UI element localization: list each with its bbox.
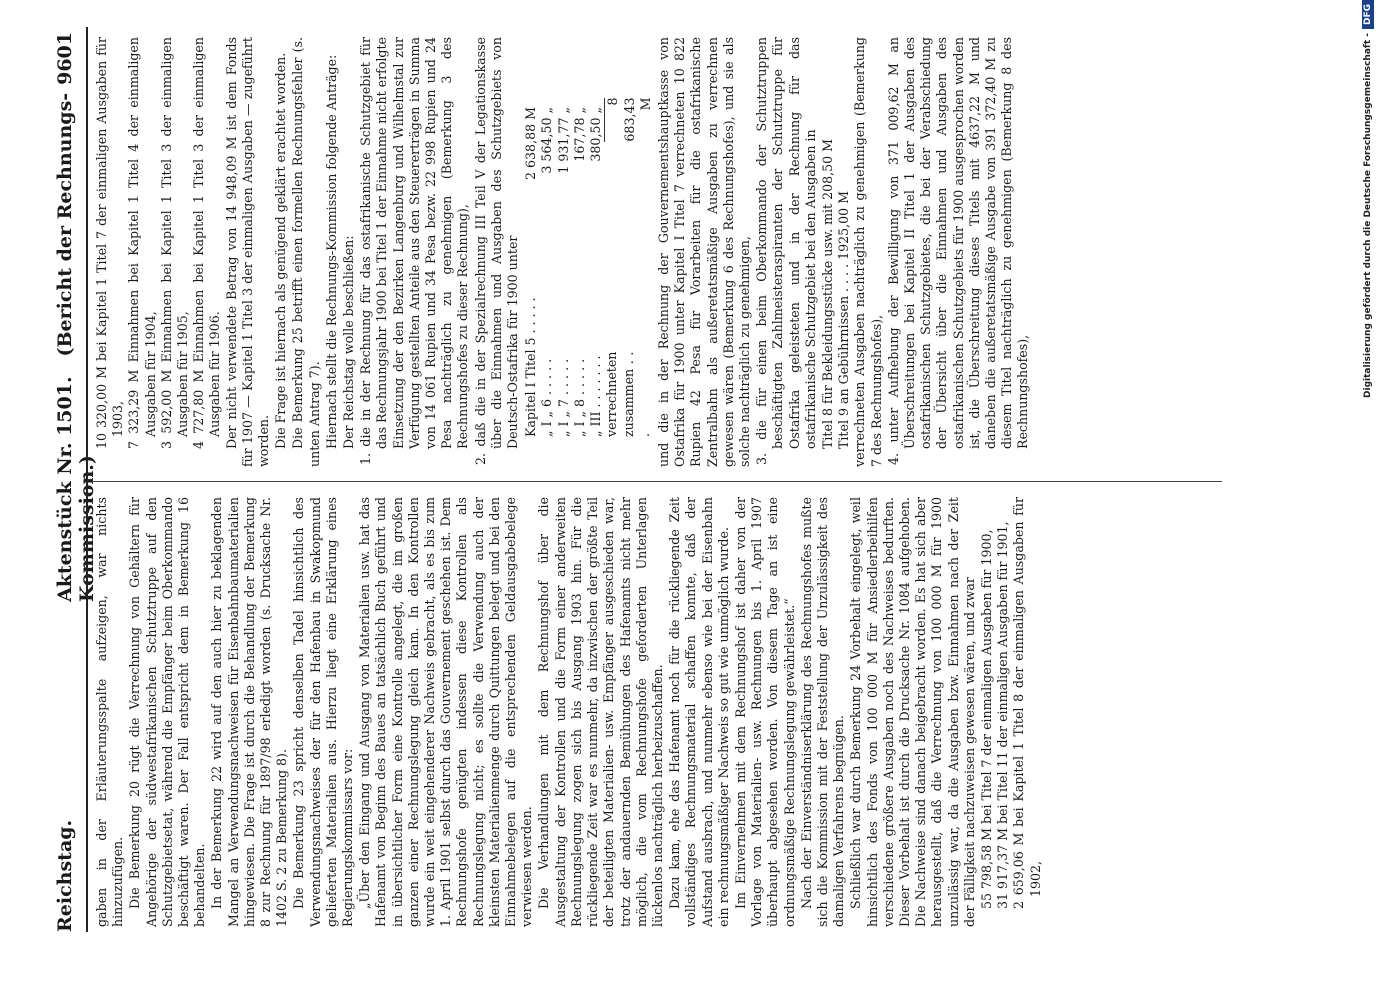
right_column_top-paragraph: 4 727,80 M Einnahmen bei Kapitel 1 Titel 3 der einmaligen Ausgaben für 1906. bbox=[191, 37, 223, 449]
header-reichstag: Reichstag. bbox=[54, 819, 76, 932]
digitization-credit bbox=[1362, 0, 1380, 1000]
table-row bbox=[523, 107, 539, 437]
right_column_top-paragraph: Die Bemerkung 25 betrifft einen formellen Rechnungsfehler (s. unten Antrag 7). bbox=[290, 37, 322, 467]
left_column-paragraph: „Über den Eingang und Ausgang von Materialien usw. hat das Hafenamt von Beginn des Baues an tatsächlich Buch geführt und in übersichtlicher Form eine Kontrolle angelegt, die im großen ganzen einer Rechnungslegung gleich kam. In den Kontrollen wurde ein weit eingehenderer Nachweis gebracht, als es bis zum 1. April 1901 selbst durch das Gouvernement geschehen ist. Dem Rechnungshofe genügten indessen diese Kontrollen als Rechnungslegung nicht; es sollte die Verwendung auch der kleinsten Materialienmenge durch Quittungen belegt und bei den Einnahmebelegen auf die entsprechenden Geldausgabebelege verwiesen werden. bbox=[357, 497, 535, 927]
left_column-paragraph: 2 659,06 M bei Kapitel 1 Titel 8 der einmaligen Ausgaben für 1902, bbox=[1011, 497, 1043, 909]
left_column-paragraph: In der Bemerkung 22 wird auf den auch hier zu beklagenden Mangel an Verwendungsnachweisen für Eisenbahnbaumaterialien hingewiesen. Die Frage ist durch die Behandlung der Bemerkung 8 zur Rechnung für 1897/98 erledigt worden (s. Drucksache Nr. 1402 S. 2 zu Bemerkung 8). bbox=[209, 497, 290, 927]
left-column bbox=[94, 497, 1044, 927]
left_column-paragraph: Die Bemerkung 20 rügt die Verrechnung von Gehältern für Angehörige der südwestafrikanischen Schutztruppe auf den Schutzgebietsetat, während die Empfänger beim Oberkommando beschäftigt waren. Der Fall entspricht dem in Bemerkung 16 behandelten. bbox=[127, 497, 208, 927]
header-rule bbox=[86, 27, 88, 932]
table-row-value: 3 564,50 „ bbox=[539, 107, 555, 174]
amount-table bbox=[523, 37, 654, 437]
right_column_bottom-paragraph: verrechneten Ausgaben nachträglich zu genehmigen (Bemerkung 7 des Rechnungshofes), bbox=[852, 37, 884, 467]
page-sheet bbox=[8, 22, 1308, 982]
table-total-row bbox=[604, 97, 654, 437]
header-document-title bbox=[54, 22, 98, 602]
left_column-paragraph: 55 798,58 M bei Titel 7 der einmaligen Ausgaben für 1900, bbox=[978, 529, 994, 909]
table-row-label: „ I „ 7 . . . . . bbox=[555, 358, 571, 437]
table-row bbox=[588, 107, 604, 437]
right-column bbox=[94, 37, 1033, 467]
table-total-value: 8 683,43 M bbox=[605, 97, 653, 142]
left_column-paragraph: gaben in der Erläuterungsspalte aufzeigen, war nichts hinzuzufügen. bbox=[94, 497, 126, 927]
right_column_top-paragraph: Der Reichstag wolle beschließen: bbox=[341, 235, 357, 449]
table-total-label: verrechneten zusammen . . . bbox=[604, 351, 652, 437]
right_column_top-paragraph: 7 323,29 M Einnahmen bei Kapitel 1 Titel 4 der einmaligen Ausgaben für 1904, bbox=[126, 37, 158, 449]
right-column-top bbox=[94, 37, 521, 467]
right_column_top-paragraph: 3 592,00 M Einnahmen bei Kapitel 1 Titel 3 der einmaligen Ausgaben für 1905, bbox=[158, 37, 191, 449]
right_column_top-paragraph: 2. daß die in der Spezialrechnung III Teil V der Legationskasse über die Einnahmen und Ausgaben des Schutzgebiets von Deutsch-Ostafrika für 1900 unter bbox=[472, 37, 521, 465]
right_column_bottom-paragraph: Titel 8 für Bekleidungsstücke usw. mit 208,50 M bbox=[819, 138, 835, 449]
table-row-value: 1 931,77 „ bbox=[555, 107, 571, 174]
left_column-paragraph: Die Bemerkung 23 spricht denselben Tadel hinsichtlich des Verwendungsnachweises der für den Hafenbau in Swakopmund gelieferten Materialien aus. Hierzu liegt eine Erklärung eines Regierungskommissars vor: bbox=[291, 497, 356, 927]
right_column_top-paragraph: Die Frage ist hiernach als genügend geklärt erachtet worden. bbox=[273, 52, 289, 449]
right-column-bottom bbox=[656, 37, 1032, 467]
left_column-paragraph: Schließlich war durch Bemerkung 24 Vorbehalt eingelegt, weil hinsichtlich des Fonds von 100 000 M für Ansiedlerbeihilfen verschiedene größere Ausgaben noch des Nachweises bedurften. Dieser Vorbehalt ist durch die Drucksache Nr. 1084 aufgehoben. Die Nachweise sind danach beigebracht worden. Es hat sich aber herausgestellt, daß die Verrechnung von 100 000 M für 1900 unzulässig war, da die Ausgaben bzw. Einnahmen nach der Zeit der Fälligkeit nachzuweisen gewesen wären, und zwar bbox=[848, 497, 977, 927]
table-row-label: „ I „ 8 . . . . . bbox=[571, 358, 587, 437]
right_column_top-paragraph: Der nicht verwendete Betrag von 14 948,09 M ist dem Fonds für 1907 — Kapitel 1 Titel 3 der einmaligen Ausgaben — zugeführt worden. bbox=[223, 37, 272, 467]
left_column-paragraph: Die Verhandlungen mit dem Rechnungshof über die Ausgestaltung der Kontrollen und die Form einer anderweiten Rechnungslegung zogen sich bis Ausgang 1903 hin. Für die rückliegende Zeit war es nunmehr, da inzwischen der größte Teil der beteiligten Materialien- usw. Empfänger ausgeschieden war, trotz der andauernden Bemühungen des Hafenamts nicht mehr möglich, die vom Rechnungshofe geforderten Unterlagen lückenlos nachträglich herbeizuschaffen. bbox=[536, 497, 665, 927]
table-row-value: 2 638,88 M bbox=[523, 107, 539, 180]
table-row-label: „ I „ 6 . . . . . bbox=[539, 358, 555, 437]
left_column-paragraph: Nach der Einverständniserklärung des Rechnungshofes mußte sich die Kommission mit der Feststellung der Unzulässigkeit des damaligen Verfahrens begnügen. bbox=[798, 497, 847, 927]
left_column-paragraph: 31 917,37 M bei Titel 11 der einmaligen Ausgaben für 1901, bbox=[995, 521, 1011, 909]
left_column-paragraph: Im Einvernehmen mit dem Rechnungshof ist daher von der Vorlage von Materialien- usw. Rechnungen bis 1. April 1907 überhaupt abgesehen worden. Von diesem Tage an ist eine ordnungsmäßige Rechnungslegung gewährleistet.“ bbox=[732, 497, 797, 927]
table-row-label: Kapitel I Titel 5 . . . . . bbox=[523, 297, 539, 437]
header-aktenstueck: Aktenstück Nr. 1501. bbox=[54, 376, 76, 602]
page-number: 9601 bbox=[54, 32, 76, 85]
credit-text: Digitalisierung gefördert durch die Deutsche Forschungsgemeinschaft - bbox=[1363, 33, 1373, 398]
table-row-value: 167,78 „ bbox=[571, 107, 587, 162]
table-row bbox=[539, 107, 555, 437]
dfg-logo: DFG bbox=[1362, 0, 1374, 29]
table-row bbox=[556, 107, 572, 437]
page-header bbox=[46, 22, 98, 982]
left_column-paragraph: Dazu kam, ehe das Hafenamt noch für die rückliegende Zeit vollständiges Rechnungsmaterial schaffen konnte, daß der Aufstand ausbrach, und nunmehr ebenso wie bei der Eisenbahn ein rechnungsmäßiger Nachweis so gut wie unmöglich wurde. bbox=[667, 497, 731, 927]
header-report-title: (Bericht der Rechnungs-Kommission.) bbox=[54, 92, 98, 602]
table-row-label: „ III . . . . . . . bbox=[588, 355, 604, 437]
column-divider bbox=[92, 481, 1222, 482]
right_column_bottom-paragraph: 3. die für einen beim Oberkommando der Schutztruppen beschäftigten Zahlmeisteraspiranten der Schutztruppe für Ostafrika geleisteten und in der Rechnung für das ostafrikanische Schutzgebiet bei den Ausgaben in bbox=[754, 37, 818, 465]
table-row bbox=[572, 107, 588, 437]
right_column_top-paragraph: 10 320,00 M bei Kapitel 1 Titel 7 der einmaligen Ausgaben für 1903, bbox=[94, 37, 126, 449]
right_column_top-paragraph: 1. die in der Rechnung für das ostafrikanische Schutzgebiet für das Rechnungsjahr 1900 bei Titel 1 der Einnahme nicht erfolgte Einsetzung der den Bezirken Langenburg und Wilhelmstal zur Verfügung gestellten Anteile aus den Steuererträgen in Summa von 14 061 Rupien und 34 Pesa bezw. 22 998 Rupien und 24 Pesa nachträglich zu genehmigen (Bemerkung 3 des Rechnungshofes zu dieser Rechnung), bbox=[358, 37, 471, 465]
right_column_top-paragraph: Hiernach stellt die Rechnungs-Kommission folgende Anträge: bbox=[323, 54, 339, 449]
right_column_bottom-paragraph: und die in der Rechnung der Gouvernementshauptkasse von Ostafrika für 1900 unter Kapitel I Titel 7 verrechneten 10 822 Rupien 42 Pesa für Vorarbeiten für die ostafrikanische Zentralbahn als außeretatsmäßige Ausgaben zu verrechnen gewesen wären (Bemerkung 6 des Rechnungshofes), und sie als solche nachträglich zu genehmigen, bbox=[655, 37, 752, 467]
right_column_bottom-paragraph: Titel 9 an Gebührnissen . . . . 1925,00 M bbox=[836, 190, 852, 449]
table-row-value: 380,50 „ bbox=[588, 107, 604, 162]
right_column_bottom-paragraph: 4. unter Aufhebung der Bewilligung von 371 009,62 M an Überschreitungen bei Kapitel II Titel 1 der Ausgaben des ostafrikanischen Schutzgebietes, die bei der Verabschiedung der Übersicht über die Einnahmen und Ausgaben des ostafrikanischen Schutzgebiets für 1900 ausgesprochen worden ist, die Überschreitung dieses Titels mit 4637,22 M und daneben die außeretatsmäßige Ausgabe von 391 372,40 M zu diesem Titel nachträglich zu genehmigen (Bemerkung 8 des Rechnungshofes), bbox=[885, 37, 1031, 465]
